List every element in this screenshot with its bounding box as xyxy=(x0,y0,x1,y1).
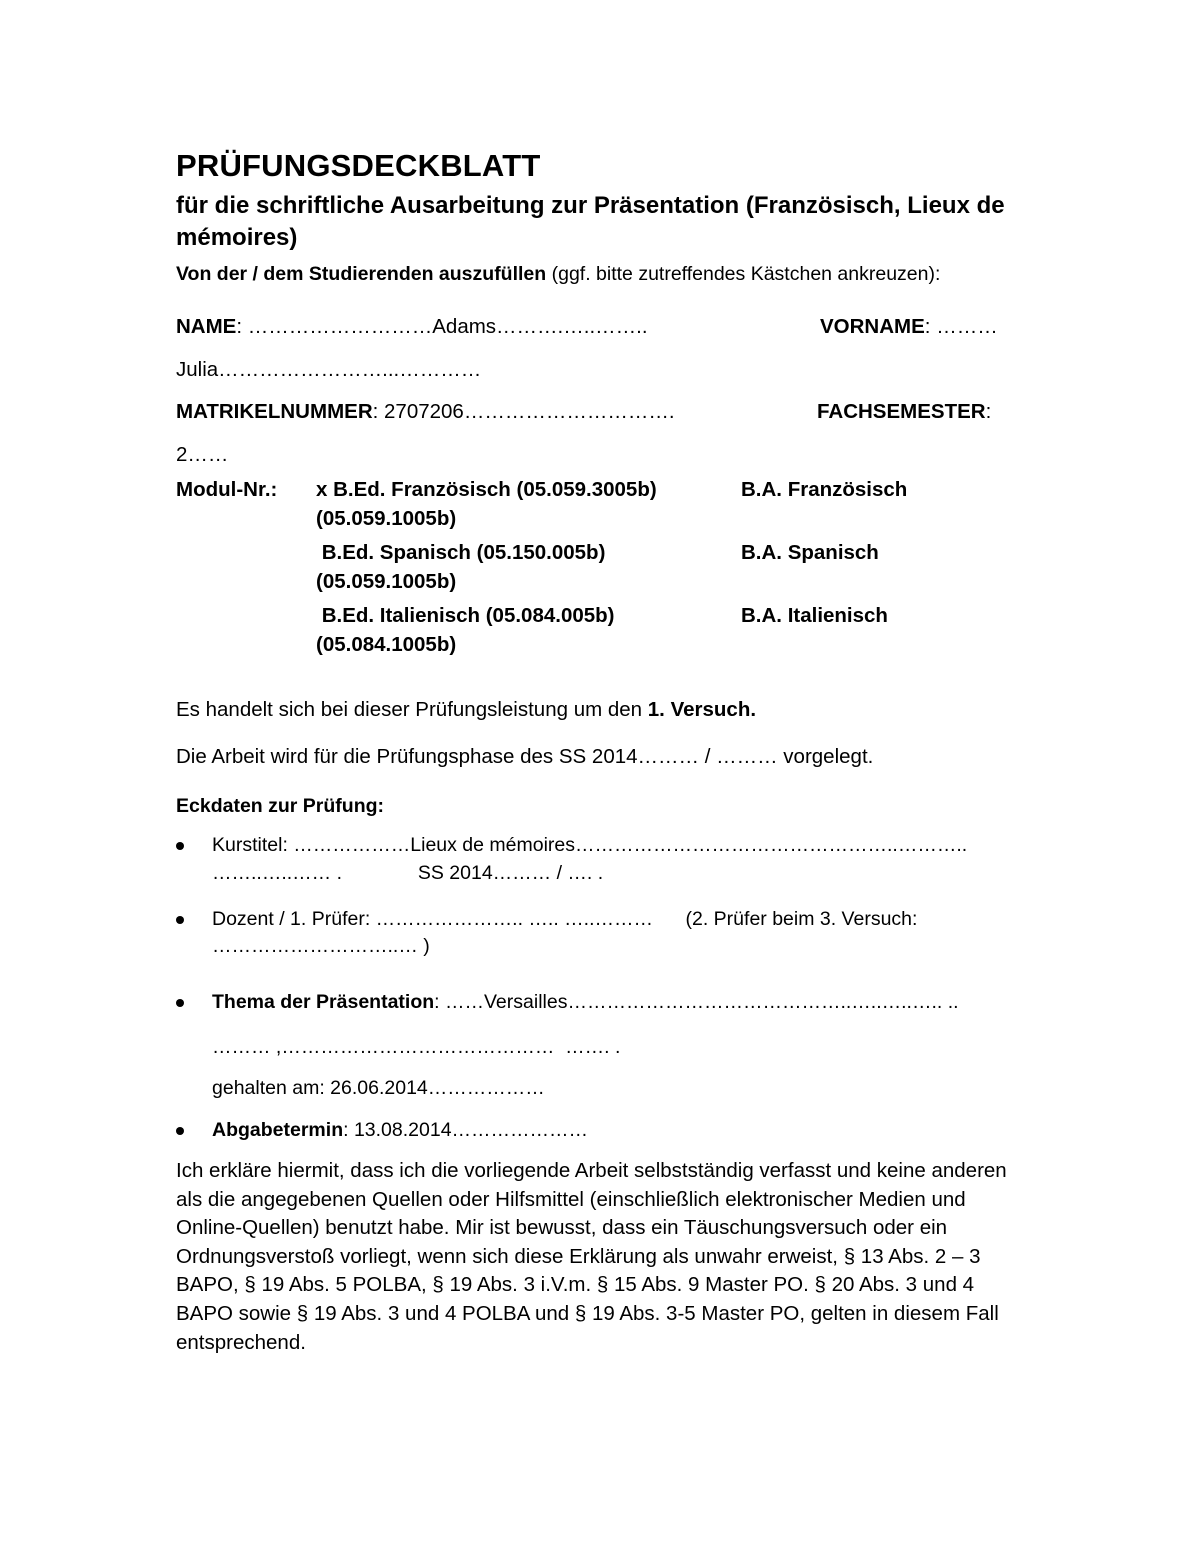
gehalten-line: gehalten am: 26.06.2014……………… xyxy=(212,1077,545,1099)
thema-line xyxy=(212,993,959,1013)
vorname-continuation: Julia……………………...………… xyxy=(176,358,482,381)
thema-label: Thema der Präsentation xyxy=(212,991,435,1013)
attempt-text: Es handelt sich bei dieser Prüfungsleistung um den xyxy=(176,698,648,721)
modul-label: Modul-Nr.: xyxy=(176,478,278,501)
thema-value: : ……Versailles……………………………………..…..…..….. .. xyxy=(434,991,959,1013)
declaration-paragraph: Ich erkläre hiermit, dass ich die vorliegende Arbeit selbstständig verfasst und keine anderen als die angegebenen Quellen oder Hilfsmittel (einschließlich elektronischer Medien und Online-Quellen) benutzt habe. Mir ist bewusst, dass ein Täuschungsversuch oder ein Ordnungsverstoß vorliegt, wenn sich diese Erklärung als unwahr erweist, § 13 Abs. 2 – 3 BAPO, § 19 Abs. 5 POLBA, § 19 Abs. 3 i.V.m. § 15 Abs. 9 Master PO. § 20 Abs. 3 und 4 BAPO sowie § 19 Abs. 3 und 4 POLBA und § 19 Abs. 3-5 Master PO, gelten in diesem Fall entsprechend. xyxy=(176,1159,1007,1354)
module-row-franz-cont: (05.059.1005b) xyxy=(316,507,457,530)
name-line xyxy=(176,317,648,338)
fachsemester-label: FACHSEMESTER xyxy=(817,400,986,423)
abgabe-line xyxy=(212,1121,588,1141)
module-row-ba-ital: B.A. Italienisch xyxy=(741,604,888,627)
name-value: : ………………………Adams……….…..…….. xyxy=(236,315,648,338)
matrikel-value: : 2707206…………………………. xyxy=(372,400,675,423)
module-row-bed-franz: x B.Ed. Französisch (05.059.3005b) xyxy=(316,478,657,501)
attempt-line xyxy=(176,700,756,721)
bullet-icon xyxy=(176,916,184,924)
module-row-bed-ital: B.Ed. Italienisch (05.084.005b) xyxy=(316,604,615,627)
kurstitel-line1: Kurstitel: ………………Lieux de mémoires…………………………………………..……….. xyxy=(212,834,968,856)
vorname-value: : ……… xyxy=(924,315,998,338)
attempt-value: 1. Versuch. xyxy=(647,698,757,721)
fachsemester-value: : xyxy=(985,400,992,423)
thema-line2: ……… ,…………………………………… ……. . xyxy=(212,1036,621,1058)
dozent-line1: Dozent / 1. Prüfer: ………………….. ….. …..……… (2. Prüfer beim 3. Versuch: xyxy=(212,908,918,930)
eckdaten-heading: Eckdaten zur Prüfung: xyxy=(176,795,385,817)
bullet-icon xyxy=(176,1127,184,1135)
matrikel-line xyxy=(176,402,675,423)
instruction-rest: (ggf. bitte zutreffendes Kästchen ankreuzen): xyxy=(546,263,941,285)
page-subtitle: für die schriftliche Ausarbeitung zur Präsentation (Französisch, Lieux de mémoires) xyxy=(176,192,1005,251)
vorname-line xyxy=(820,317,998,338)
instruction-line xyxy=(176,265,940,285)
fachsemester-line xyxy=(817,402,991,423)
fachsemester-continuation: 2…… xyxy=(176,443,229,466)
matrikel-label: MATRIKELNUMMER xyxy=(176,400,373,423)
module-row-span-cont: (05.059.1005b) xyxy=(316,570,457,593)
dozent-line2: ………………………..… ) xyxy=(212,935,430,957)
module-row-ba-span: B.A. Spanisch xyxy=(741,541,879,564)
vorname-label: VORNAME xyxy=(820,315,925,338)
abgabe-value: : 13.08.2014………………… xyxy=(343,1119,589,1141)
phase-line: Die Arbeit wird für die Prüfungsphase des SS 2014……… / ……… vorgelegt. xyxy=(176,745,874,768)
module-row-bed-span: B.Ed. Spanisch (05.150.005b) xyxy=(316,541,606,564)
module-row-ba-franz: B.A. Französisch xyxy=(741,478,908,501)
kurstitel-line2: ……..…..…… . SS 2014……… / …. . xyxy=(212,862,604,884)
abgabe-label: Abgabetermin xyxy=(212,1119,344,1141)
instruction-bold: Von der / dem Studierenden auszufüllen xyxy=(176,263,547,285)
page-title: PRÜFUNGSDECKBLATT xyxy=(176,148,541,183)
name-label: NAME xyxy=(176,315,237,338)
bullet-icon xyxy=(176,842,184,850)
module-row-ital-cont: (05.084.1005b) xyxy=(316,633,457,656)
bullet-icon xyxy=(176,999,184,1007)
